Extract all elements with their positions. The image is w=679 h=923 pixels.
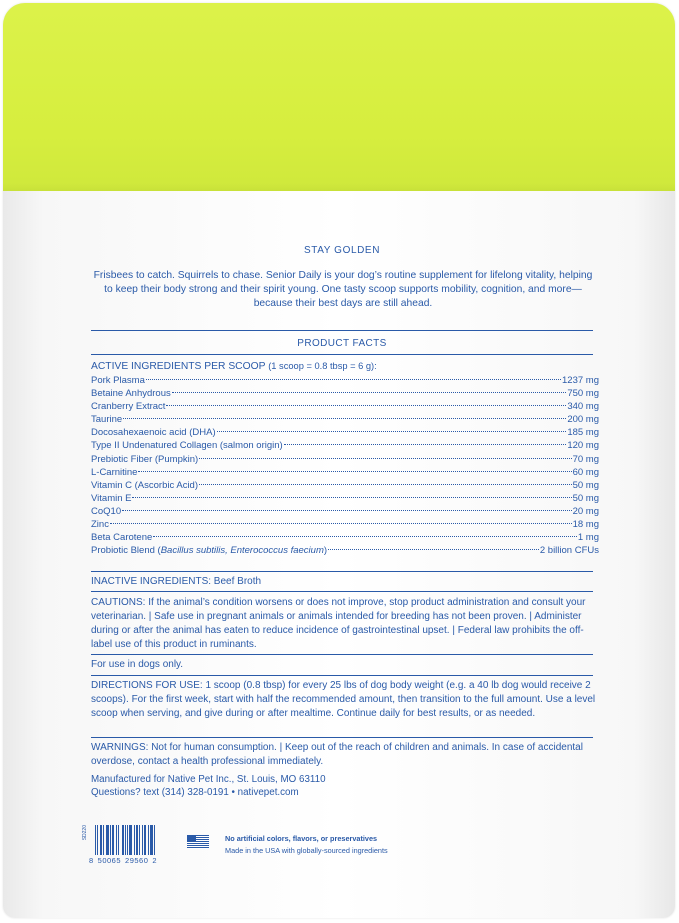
- inactive-ingredients: [91, 575, 597, 589]
- barcode-digits: [89, 856, 159, 865]
- ingredient-name: Pork Plasma: [91, 375, 145, 386]
- ingredient-amount: 50 mg: [572, 479, 599, 491]
- warnings-label: WARNINGS:: [91, 742, 149, 753]
- directions-text: 1 scoop (0.8 tbsp) for every 25 lbs of dog body weight (e.g. a 40 lb dog would receive 2 scoops). For the first week, start with half the recommended amount, then transition to the full amount. Use a level scoop when serving, and give during or after mealtime. Continue daily for best results, or as needed.: [91, 680, 596, 719]
- dot-leader: [166, 405, 566, 406]
- cautions-label: CAUTIONS:: [91, 597, 146, 608]
- ingredient-row: [91, 466, 599, 479]
- ingredient-name: Betaine Anhydrous: [91, 388, 171, 400]
- ingredient-amount: 340 mg: [567, 401, 599, 413]
- warnings-text: Not for human consumption. | Keep out of the reach of children and animals. In case of accidental overdose, contact a health professional immediately.: [91, 742, 583, 767]
- ingredient-name: Cranberry Extract: [91, 401, 166, 413]
- inactive-label: INACTIVE INGREDIENTS:: [91, 576, 212, 587]
- probiotic-close: ): [323, 545, 328, 557]
- divider: [91, 571, 593, 572]
- ingredient-row: [91, 439, 599, 452]
- directions: [91, 679, 597, 721]
- contact-line: Questions? text (314) 328-0191 • nativepet.com: [91, 787, 299, 798]
- ingredient-amount: 60 mg: [572, 466, 599, 478]
- barcode-digit: 29560: [125, 856, 149, 865]
- ingredient-row: [91, 531, 599, 544]
- ingredient-name: Taurine: [91, 414, 123, 426]
- lot-code: SD220: [82, 825, 88, 841]
- barcode-digit: 2: [152, 856, 158, 865]
- dot-leader: [123, 418, 566, 419]
- ingredient-amount: 18 mg: [572, 519, 599, 531]
- dot-leader: [199, 458, 571, 459]
- probiotic-row: [91, 544, 599, 557]
- ingredient-name: Prebiotic Fiber (Pumpkin): [91, 453, 199, 465]
- ingredient-amount: 120 mg: [567, 440, 599, 452]
- tagline: STAY GOLDEN: [303, 245, 381, 256]
- cautions-text: If the animal’s condition worsens or does not improve, stop product administration and consult your veterinarian. | Safe use in pregnant animals or animals intended for breeding has not been proven. | Administer during or after the animal has eaten to reduce incidence of gastrointestinal upset. | Federal law prohibits the off-label use of this product in ruminants.: [91, 597, 586, 650]
- ingredient-row: [91, 453, 599, 466]
- us-flag-icon: [187, 835, 209, 849]
- dot-leader: [110, 523, 572, 524]
- ingredient-amount: 20 mg: [572, 505, 599, 517]
- ingredient-row: [91, 492, 599, 505]
- dot-leader: [138, 471, 571, 472]
- ingredient-list: [91, 374, 599, 557]
- divider: [91, 654, 593, 655]
- ingredient-amount: 50 mg: [572, 492, 599, 504]
- ingredient-name: CoQ10: [91, 505, 122, 517]
- inactive-text: Beef Broth: [213, 576, 262, 587]
- cautions: [91, 596, 597, 652]
- ingredient-name: Vitamin E: [91, 492, 132, 504]
- divider: [91, 675, 593, 676]
- dot-leader: [122, 510, 571, 511]
- ingredient-row: [91, 479, 599, 492]
- dot-leader: [328, 549, 539, 550]
- ingredient-row: [91, 374, 599, 387]
- probiotic-species: Bacillus subtilis, Enterococcus faecium: [160, 545, 324, 557]
- warnings: [91, 741, 597, 769]
- barcode-digit: 8: [89, 856, 94, 865]
- dot-leader: [217, 431, 567, 432]
- dot-leader: [153, 536, 577, 537]
- ingredient-amount: 200 mg: [567, 414, 599, 426]
- ingredient-row: [91, 400, 599, 413]
- ingredient-name: Type II Undenatured Collagen (salmon origin): [91, 440, 283, 452]
- dot-leader: [146, 379, 561, 380]
- ingredient-row: [91, 413, 599, 426]
- ingredient-amount: 70 mg: [572, 453, 599, 465]
- ingredient-name: Docosahexaenoic acid (DHA): [91, 427, 216, 439]
- product-facts-title: PRODUCT FACTS: [297, 338, 387, 349]
- ingredient-row: [91, 518, 599, 531]
- ingredient-row: [91, 505, 599, 518]
- divider: [91, 737, 593, 738]
- supplement-pouch: [3, 3, 675, 918]
- serving-size: (1 scoop = 0.8 tbsp = 6 g):: [268, 361, 377, 371]
- ingredient-amount: 1 mg: [577, 532, 599, 544]
- ingredient-name: L-Carnitine: [91, 466, 138, 478]
- lime-top-band: [3, 3, 675, 191]
- divider: [91, 354, 593, 355]
- divider: [91, 330, 593, 331]
- ingredient-name: Zinc: [91, 519, 109, 531]
- active-ingredients-heading: [91, 361, 377, 372]
- dot-leader: [284, 444, 567, 445]
- dot-leader: [132, 497, 571, 498]
- upc-barcode: [89, 825, 159, 865]
- product-claims: [225, 833, 388, 856]
- divider: [91, 591, 593, 592]
- dogs-only-note: For use in dogs only.: [91, 659, 184, 670]
- manufacturer-info: [91, 773, 326, 799]
- claim-no-artificial: No artificial colors, flavors, or preservatives: [225, 834, 378, 843]
- manufacturer-line: Manufactured for Native Pet Inc., St. Louis, MO 63110: [91, 774, 326, 785]
- barcode-digit: 50065: [97, 856, 122, 865]
- intro-paragraph: Frisbees to catch. Squirrels to chase. Senior Daily is your dog’s routine supplement for lifelong vitality, helping to keep their body strong and their spirit young. One tasty scoop supports mobility, cognition, and more—because their best days are still ahead.: [93, 270, 593, 309]
- ingredient-amount: 750 mg: [567, 388, 599, 400]
- directions-label: DIRECTIONS FOR USE:: [91, 680, 203, 691]
- ingredient-row: [91, 387, 599, 400]
- dot-leader: [172, 392, 567, 393]
- active-heading-label: ACTIVE INGREDIENTS PER SCOOP: [91, 361, 266, 372]
- claim-made-in-usa: Made in the USA with globally-sourced ingredients: [225, 845, 388, 855]
- probiotic-name: Probiotic Blend (: [91, 545, 161, 557]
- ingredient-name: Vitamin C (Ascorbic Acid): [91, 479, 198, 491]
- dot-leader: [199, 484, 572, 485]
- ingredient-amount: 185 mg: [567, 427, 599, 439]
- probiotic-amount: 2 billion CFUs: [539, 545, 599, 557]
- ingredient-amount: 1237 mg: [562, 375, 599, 386]
- barcode-bars: [95, 825, 159, 855]
- ingredient-name: Beta Carotene: [91, 532, 153, 544]
- ingredient-row: [91, 426, 599, 439]
